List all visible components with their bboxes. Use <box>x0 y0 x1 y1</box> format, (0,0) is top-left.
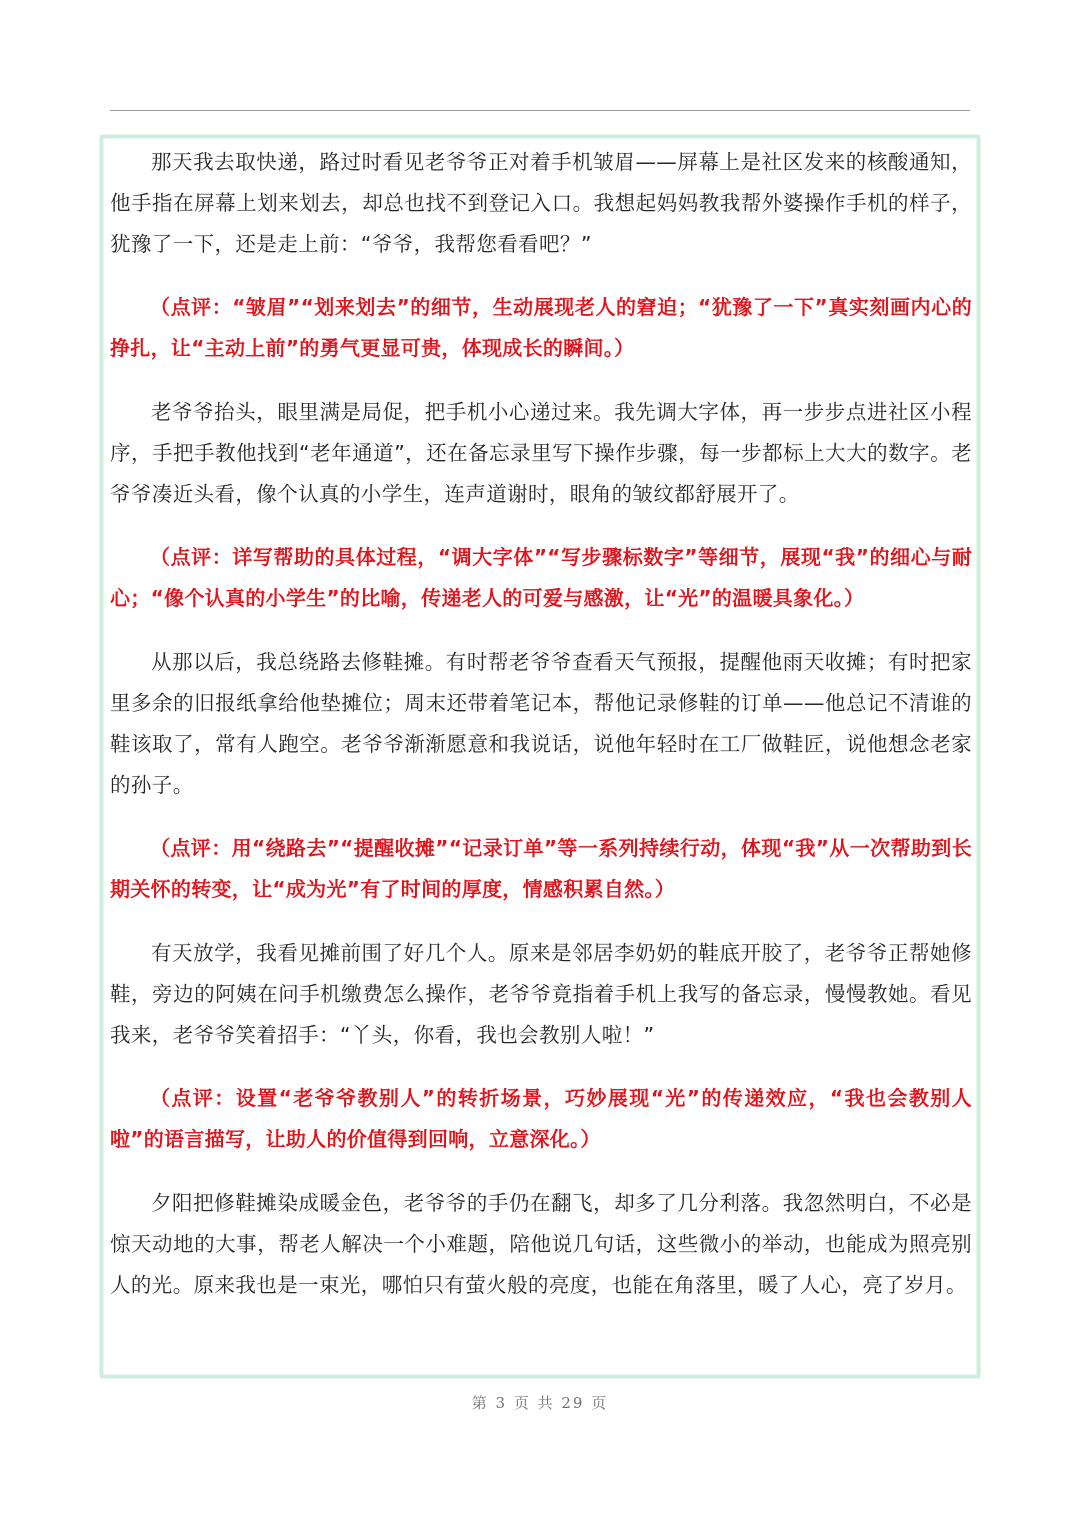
comment-paragraph-3: （点评：用“绕路去”“提醒收摊”“记录订单”等一系列持续行动，体现“我”从一次帮助到长期关怀的转变，让“成为光”有了时间的厚度，情感积累自然。） <box>110 836 972 901</box>
essay-paragraph-1: 那天我去取快递，路过时看见老爷爷正对着手机皱眉——屏幕上是社区发来的核酸通知，他手指在屏幕上划来划去，却总也找不到登记入口。我想起妈妈教我帮外婆操作手机的样子，犹豫了一下，还是走上前：“爷爷，我帮您看看吧？” <box>110 150 972 256</box>
essay-paragraph-2: 老爷爷抬头，眼里满是局促，把手机小心递过来。我先调大字体，再一步步点进社区小程序，手把手教他找到“老年通道”，还在备忘录里写下操作步骤，每一步都标上大大的数字。老爷爷凑近头看，像个认真的小学生，连声道谢时，眼角的皱纹都舒展开了。 <box>110 400 972 506</box>
comment-paragraph-4: （点评：设置“老爷爷教别人”的转折场景，巧妙展现“光”的传递效应，“我也会教别人啦”的语言描写，让助人的价值得到回响，立意深化。） <box>110 1086 972 1151</box>
comment-paragraph-1: （点评：“皱眉”“划来划去”的细节，生动展现老人的窘迫；“犹豫了一下”真实刻画内心的挣扎，让“主动上前”的勇气更显可贵，体现成长的瞬间。） <box>110 295 972 360</box>
page-number: 第 3 页 共 29 页 <box>471 1394 609 1412</box>
header-divider <box>110 110 970 111</box>
essay-body <box>110 142 972 1306</box>
essay-paragraph-3: 从那以后，我总绕路去修鞋摊。有时帮老爷爷查看天气预报，提醒他雨天收摊；有时把家里多余的旧报纸拿给他垫摊位；周末还带着笔记本，帮他记录修鞋的订单——他总记不清谁的鞋该取了，常有人跑空。老爷爷渐渐愿意和我说话，说他年轻时在工厂做鞋匠，说他想念老家的孙子。 <box>110 650 972 797</box>
essay-paragraph-5: 夕阳把修鞋摊染成暖金色，老爷爷的手仍在翻飞，却多了几分利落。我忽然明白，不必是惊天动地的大事，帮老人解决一个小难题，陪他说几句话，这些微小的举动，也能成为照亮别人的光。原来我也是一束光，哪怕只有萤火般的亮度，也能在角落里，暖了人心，亮了岁月。 <box>110 1191 972 1297</box>
essay-paragraph-4: 有天放学，我看见摊前围了好几个人。原来是邻居李奶奶的鞋底开胶了，老爷爷正帮她修鞋，旁边的阿姨在问手机缴费怎么操作，老爷爷竟指着手机上我写的备忘录，慢慢教她。看见我来，老爷爷笑着招手：“丫头，你看，我也会教别人啦！” <box>110 941 972 1047</box>
comment-paragraph-2: （点评：详写帮助的具体过程，“调大字体”“写步骤标数字”等细节，展现“我”的细心与耐心；“像个认真的小学生”的比喻，传递老人的可爱与感激，让“光”的温暖具象化。） <box>110 545 972 610</box>
